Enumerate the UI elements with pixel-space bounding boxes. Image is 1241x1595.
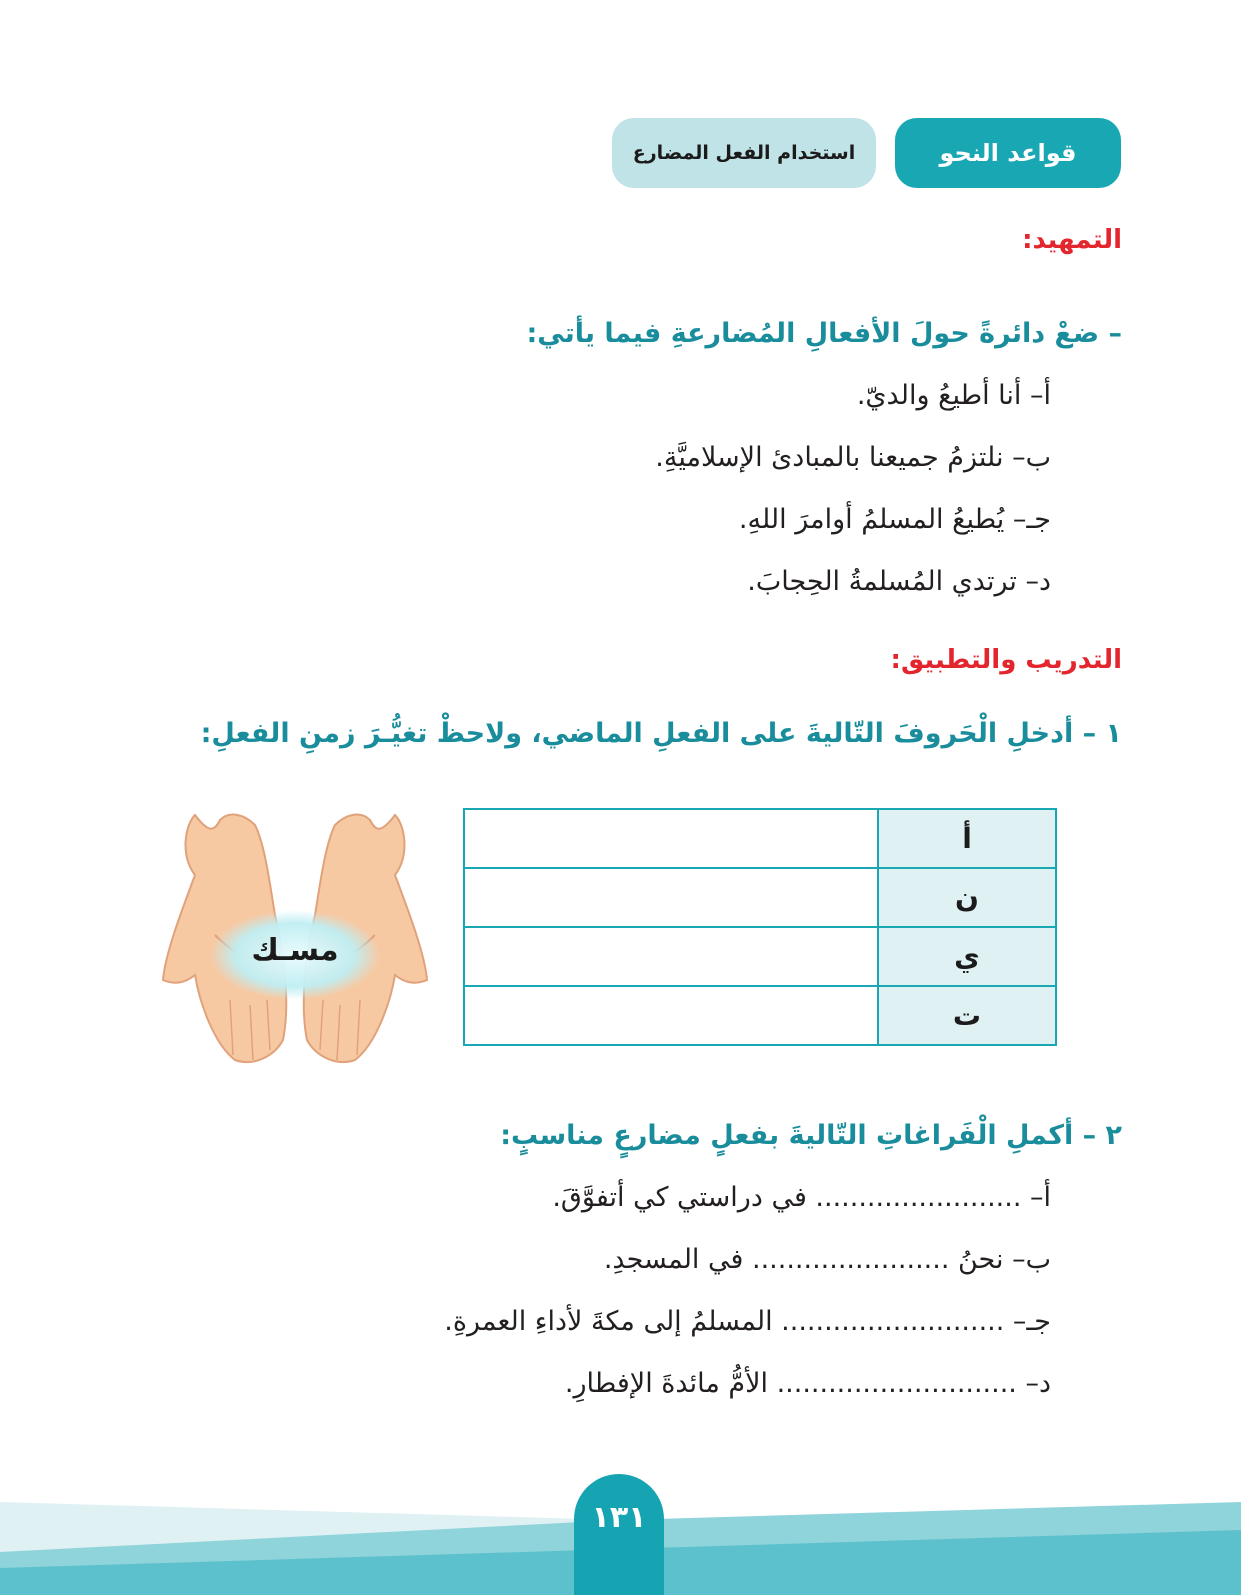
table-row bbox=[464, 927, 1056, 986]
letter-cell: ي bbox=[878, 927, 1056, 986]
answer-cell[interactable] bbox=[464, 868, 878, 927]
blank-item: أ– ........................ في دراستي كي أتفوَّقَ. bbox=[552, 1182, 1051, 1213]
blank-item: د– ............................ الأمُّ مائدةَ الإفطارِ. bbox=[564, 1368, 1051, 1399]
intro-item: أ– أنا أطيعُ والديّ. bbox=[856, 380, 1051, 411]
answer-cell[interactable] bbox=[464, 927, 878, 986]
intro-instruction: – ضعْ دائرةً حولَ الأفعالِ المُضارعةِ فيما يأتي: bbox=[526, 318, 1122, 349]
lesson-title-label: استخدام الفعل المضارع bbox=[632, 142, 856, 164]
answer-cell[interactable] bbox=[464, 986, 878, 1045]
question-1: ١ – أدخلِ الْحَروفَ التّاليةَ على الفعلِ الماضي، ولاحظْ تغيُّـرَ زمنِ الفعلِ: bbox=[200, 718, 1122, 749]
practice-heading: التدريب والتطبيق: bbox=[890, 645, 1122, 675]
letter-cell: أ bbox=[878, 809, 1056, 868]
letter-cell: ت bbox=[878, 986, 1056, 1045]
intro-item: ب– نلتزمُ جميعنا بالمبادئ الإسلاميَّةِ. bbox=[655, 442, 1051, 473]
image-word: مسـك bbox=[251, 933, 339, 968]
section-tag bbox=[895, 118, 1121, 188]
table-row bbox=[464, 809, 1056, 868]
intro-item: د– ترتدي المُسلمةُ الحِجابَ. bbox=[747, 566, 1051, 597]
table-row bbox=[464, 868, 1056, 927]
lesson-title-tag bbox=[612, 118, 876, 188]
verb-letters-table bbox=[463, 808, 1057, 1046]
intro-item: جـ– يُطيعُ المسلمُ أوامرَ اللهِ. bbox=[738, 504, 1051, 535]
answer-cell[interactable] bbox=[464, 809, 878, 868]
table-row bbox=[464, 986, 1056, 1045]
blank-item: ب– نحنُ ....................... في المسجدِ. bbox=[603, 1244, 1051, 1275]
page-number-label: ١٣١ bbox=[591, 1500, 647, 1535]
open-hands-illustration bbox=[155, 805, 435, 1075]
section-tag-label: قواعد النحو bbox=[939, 139, 1077, 167]
question-2: ٢ – أكملِ الْفَراغاتِ التّاليةَ بفعلٍ مضارعٍ مناسبٍ: bbox=[500, 1120, 1122, 1151]
blank-item: جـ– .......................... المسلمُ إلى مكةَ لأداءِ العمرةِ. bbox=[444, 1306, 1051, 1337]
intro-heading: التمهيد: bbox=[1022, 225, 1122, 255]
page-number bbox=[574, 1474, 664, 1595]
letter-cell: ن bbox=[878, 868, 1056, 927]
